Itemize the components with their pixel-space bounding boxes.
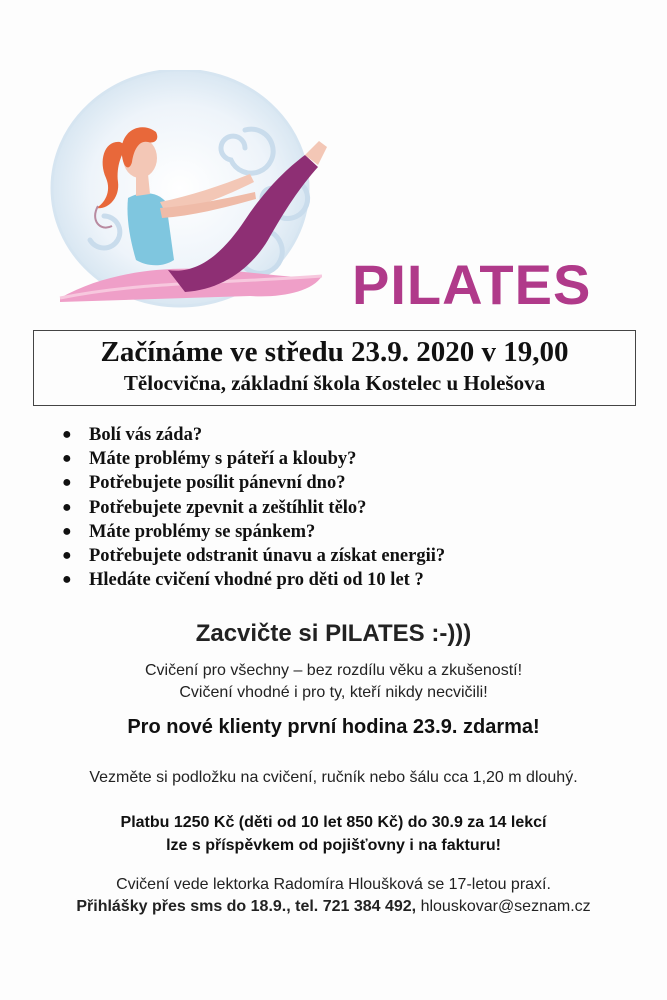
list-item: ● Bolí vás záda? xyxy=(62,425,203,445)
bullet-icon: ● xyxy=(62,498,72,516)
list-item: ● Máte problémy se spánkem? xyxy=(62,521,316,542)
list-item: ● Potřebujete posílit pánevní dno? xyxy=(62,473,346,494)
contact-email[interactable]: hlouskovar@seznam.cz xyxy=(420,898,591,915)
intro-text: Cvičení pro všechny – bez rozdílu věku a zkušeností! Cvičení vhodné i pro ty, kteří nikdy necvičili! xyxy=(144,662,523,701)
bullet-icon: ● xyxy=(62,426,72,443)
page-title: PILATES xyxy=(352,253,592,316)
bullet-icon: ● xyxy=(62,450,72,468)
instructor-info: Cvičení vede lektorka Radomíra Hloušková se 17-letou praxí. xyxy=(116,876,551,893)
bullet-icon: ● xyxy=(62,522,72,540)
bullet-icon: ● xyxy=(62,546,72,564)
pilates-woman-illustration xyxy=(50,70,340,310)
slogan: Zacvičte si PILATES :-))) xyxy=(195,620,472,647)
list-item: ● Potřebujete zpevnit a zeštíhlit tělo? xyxy=(62,497,367,518)
equipment-note: Vezměte si podložku na cvičení, ručník nebo šálu cca 1,20 m dlouhý. xyxy=(89,769,578,786)
venue-line: Tělocvična, základní škola Kostelec u Holešova xyxy=(123,371,546,395)
signup-info xyxy=(0,896,667,918)
list-item: ● Potřebujete odstranit únavu a získat energii? xyxy=(62,545,446,566)
free-lesson-offer: Pro nové klienty první hodina 23.9. zdarma! xyxy=(127,716,540,738)
start-date-line: Začínáme ve středu 23.9. 2020 v 19,00 xyxy=(100,336,569,368)
payment-info: Platbu 1250 Kč (děti od 10 let 850 Kč) do 30.9 za 14 lekcí lze s příspěvkem od pojišťovny i na fakturu! xyxy=(120,814,547,854)
list-item: ● Hledáte cvičení vhodné pro děti od 10 let ? xyxy=(62,570,424,591)
bullet-icon: ● xyxy=(62,571,72,589)
date-venue-banner xyxy=(33,330,636,406)
signup-label: Přihlášky přes sms do 18.9., tel. 721 384 492, xyxy=(76,898,417,915)
bullet-icon: ● xyxy=(62,474,72,492)
list-item: ● Máte problémy s páteří a klouby? xyxy=(62,449,357,470)
question-list xyxy=(62,423,445,592)
